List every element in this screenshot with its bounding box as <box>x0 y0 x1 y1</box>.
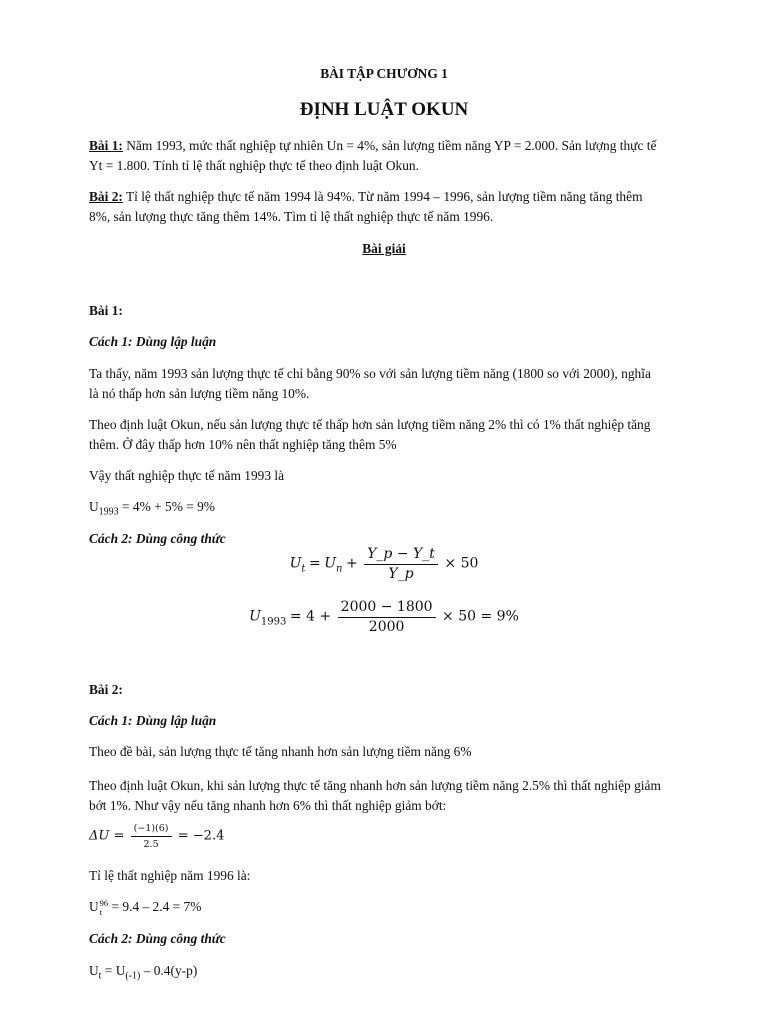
formula-4-sub2: (-1) <box>125 970 141 982</box>
solution-2-method-2-title: Cách 2: Dùng công thức <box>89 931 226 946</box>
problem-2-label: Bài 2: <box>89 189 123 204</box>
solution-1-paragraph-3: Vậy thất nghiệp thực tế năm 1993 là <box>89 468 285 483</box>
result-2-superscript: 96 <box>99 897 109 908</box>
formula-2-head: = 4 + <box>289 608 332 625</box>
problem-2-line2: 8%, sản lượng thực tăng thêm 14%. Tìm tỉ lệ thất nghiệp thực tế năm 1996. <box>89 209 494 224</box>
formula-1-numerator: Y_p − Y_t <box>364 546 438 565</box>
solution-1-paragraph-2 <box>89 415 689 455</box>
solution-1-paragraph-2-line1: Theo định luật Okun, nếu sản lượng thực tế thấp hơn sản lượng tiềm năng 2% thì có 1% thất nghiệp tăng <box>89 417 651 432</box>
solution-2-paragraph-3: Tỉ lệ thất nghiệp năm 1996 là: <box>89 868 251 883</box>
problem-1-line2: Yt = 1.800. Tính tỉ lệ thất nghiệp thực tế theo định luật Okun. <box>89 158 419 173</box>
formula-3-tail: = −2.4 <box>177 828 225 844</box>
formula-1-denominator: Y_p <box>388 566 414 582</box>
formula-delta-u <box>89 822 689 851</box>
formula-1-un: U <box>324 555 336 572</box>
formula-1-fraction <box>364 546 438 583</box>
formula-3-numerator: (−1)(6) <box>131 822 172 837</box>
problem-2 <box>89 187 689 227</box>
solution-2-paragraph-1: Theo đề bài, sản lượng thực tế tăng nhanh hơn sản lượng tiềm năng 6% <box>89 744 472 759</box>
result-2-base: U <box>89 899 99 914</box>
formula-4-mid: = U <box>101 963 126 978</box>
formula-1993 <box>0 599 768 636</box>
result-2-rest: = 9.4 – 2.4 = 7% <box>108 899 202 914</box>
page-title: ĐỊNH LUẬT OKUN <box>299 99 469 120</box>
formula-2-fraction <box>338 599 436 636</box>
formula-4-rest: – 0.4(y-p) <box>140 963 198 978</box>
problem-2-line1: Tỉ lệ thất nghiệp thực tế năm 1994 là 94%. Từ năm 1994 – 1996, sản lượng tiềm năng tăng thêm <box>122 189 643 204</box>
formula-3-denominator: 2.5 <box>143 839 159 850</box>
problem-1 <box>89 136 689 176</box>
formula-4-base: U <box>89 963 99 978</box>
formula-1-lhs: U <box>289 555 302 572</box>
result-base: U <box>89 499 99 514</box>
solution-2-paragraph-2-line2: bớt 1%. Như vậy nếu tăng nhanh hơn 6% thì thất nghiệp giảm bớt: <box>89 798 447 813</box>
solution-1-paragraph-1-line1: Ta thấy, năm 1993 sản lượng thực tế chỉ bằng 90% so với sản lượng tiềm năng (1800 so với 2000), nghĩa <box>89 366 651 381</box>
solution-2-paragraph-2 <box>89 776 689 816</box>
solution-2-result <box>89 897 689 917</box>
formula-3-fraction <box>131 822 172 851</box>
formula-2-numerator: 2000 − 1800 <box>338 599 436 618</box>
formula-2-tail: × 50 = 9% <box>442 608 519 625</box>
solution-1-paragraph-2-line2: thêm. Ở đây thấp hơn 10% nên thất nghiệp tăng thêm 5% <box>89 437 397 452</box>
result-2-subscript: t <box>99 906 103 917</box>
formula-1-un-sub: n <box>336 563 343 575</box>
solution-2-formula <box>89 961 689 987</box>
solution-2-label: Bài 2: <box>89 682 123 697</box>
solution-1-paragraph-1-line2: là nó thấp hơn sản lượng tiềm năng 10%. <box>89 386 310 401</box>
solution-heading: Bài giải <box>362 241 406 256</box>
formula-2-lhs: U <box>249 608 261 625</box>
solution-1-method-1-title: Cách 1: Dùng lập luận <box>89 334 217 349</box>
formula-2-denominator: 2000 <box>368 619 405 635</box>
solution-2-method-1-title: Cách 1: Dùng lập luận <box>89 713 217 728</box>
formula-1-lhs-sub: t <box>301 563 306 575</box>
formula-okun: $U_t = U_n$ + $\frac{Y\_p - Y\_t}{Y\_p}$ × 50 <box>289 546 479 582</box>
solution-1-method-2-title: Cách 2: Dùng công thức <box>89 531 226 546</box>
formula-1-tail: × 50 <box>444 555 479 572</box>
solution-1-paragraph-1 <box>89 364 689 404</box>
solution-1-label: Bài 1: <box>89 303 123 318</box>
formula-4-sub: t <box>98 970 102 982</box>
solution-1-result <box>89 497 689 523</box>
formula-2-lhs-sub: 1993 <box>260 616 287 628</box>
chapter-heading: BÀI TẬP CHƯƠNG 1 <box>320 66 448 81</box>
result-subscript: 1993 <box>98 506 119 518</box>
formula-3-lhs: ΔU = <box>89 828 125 844</box>
solution-2-paragraph-2-line1: Theo định luật Okun, khi sản lượng thực tế tăng nhanh hơn sản lượng tiềm năng 2.5% thì thất nghiệp giảm <box>89 778 661 793</box>
problem-1-line1: Năm 1993, mức thất nghiệp tự nhiên Un = 4%, sản lượng tiềm năng YP = 2.000. Sản lượng thực tế <box>122 138 657 153</box>
result-rest: = 4% + 5% = 9% <box>118 499 215 514</box>
problem-1-label: Bài 1: <box>89 138 123 153</box>
